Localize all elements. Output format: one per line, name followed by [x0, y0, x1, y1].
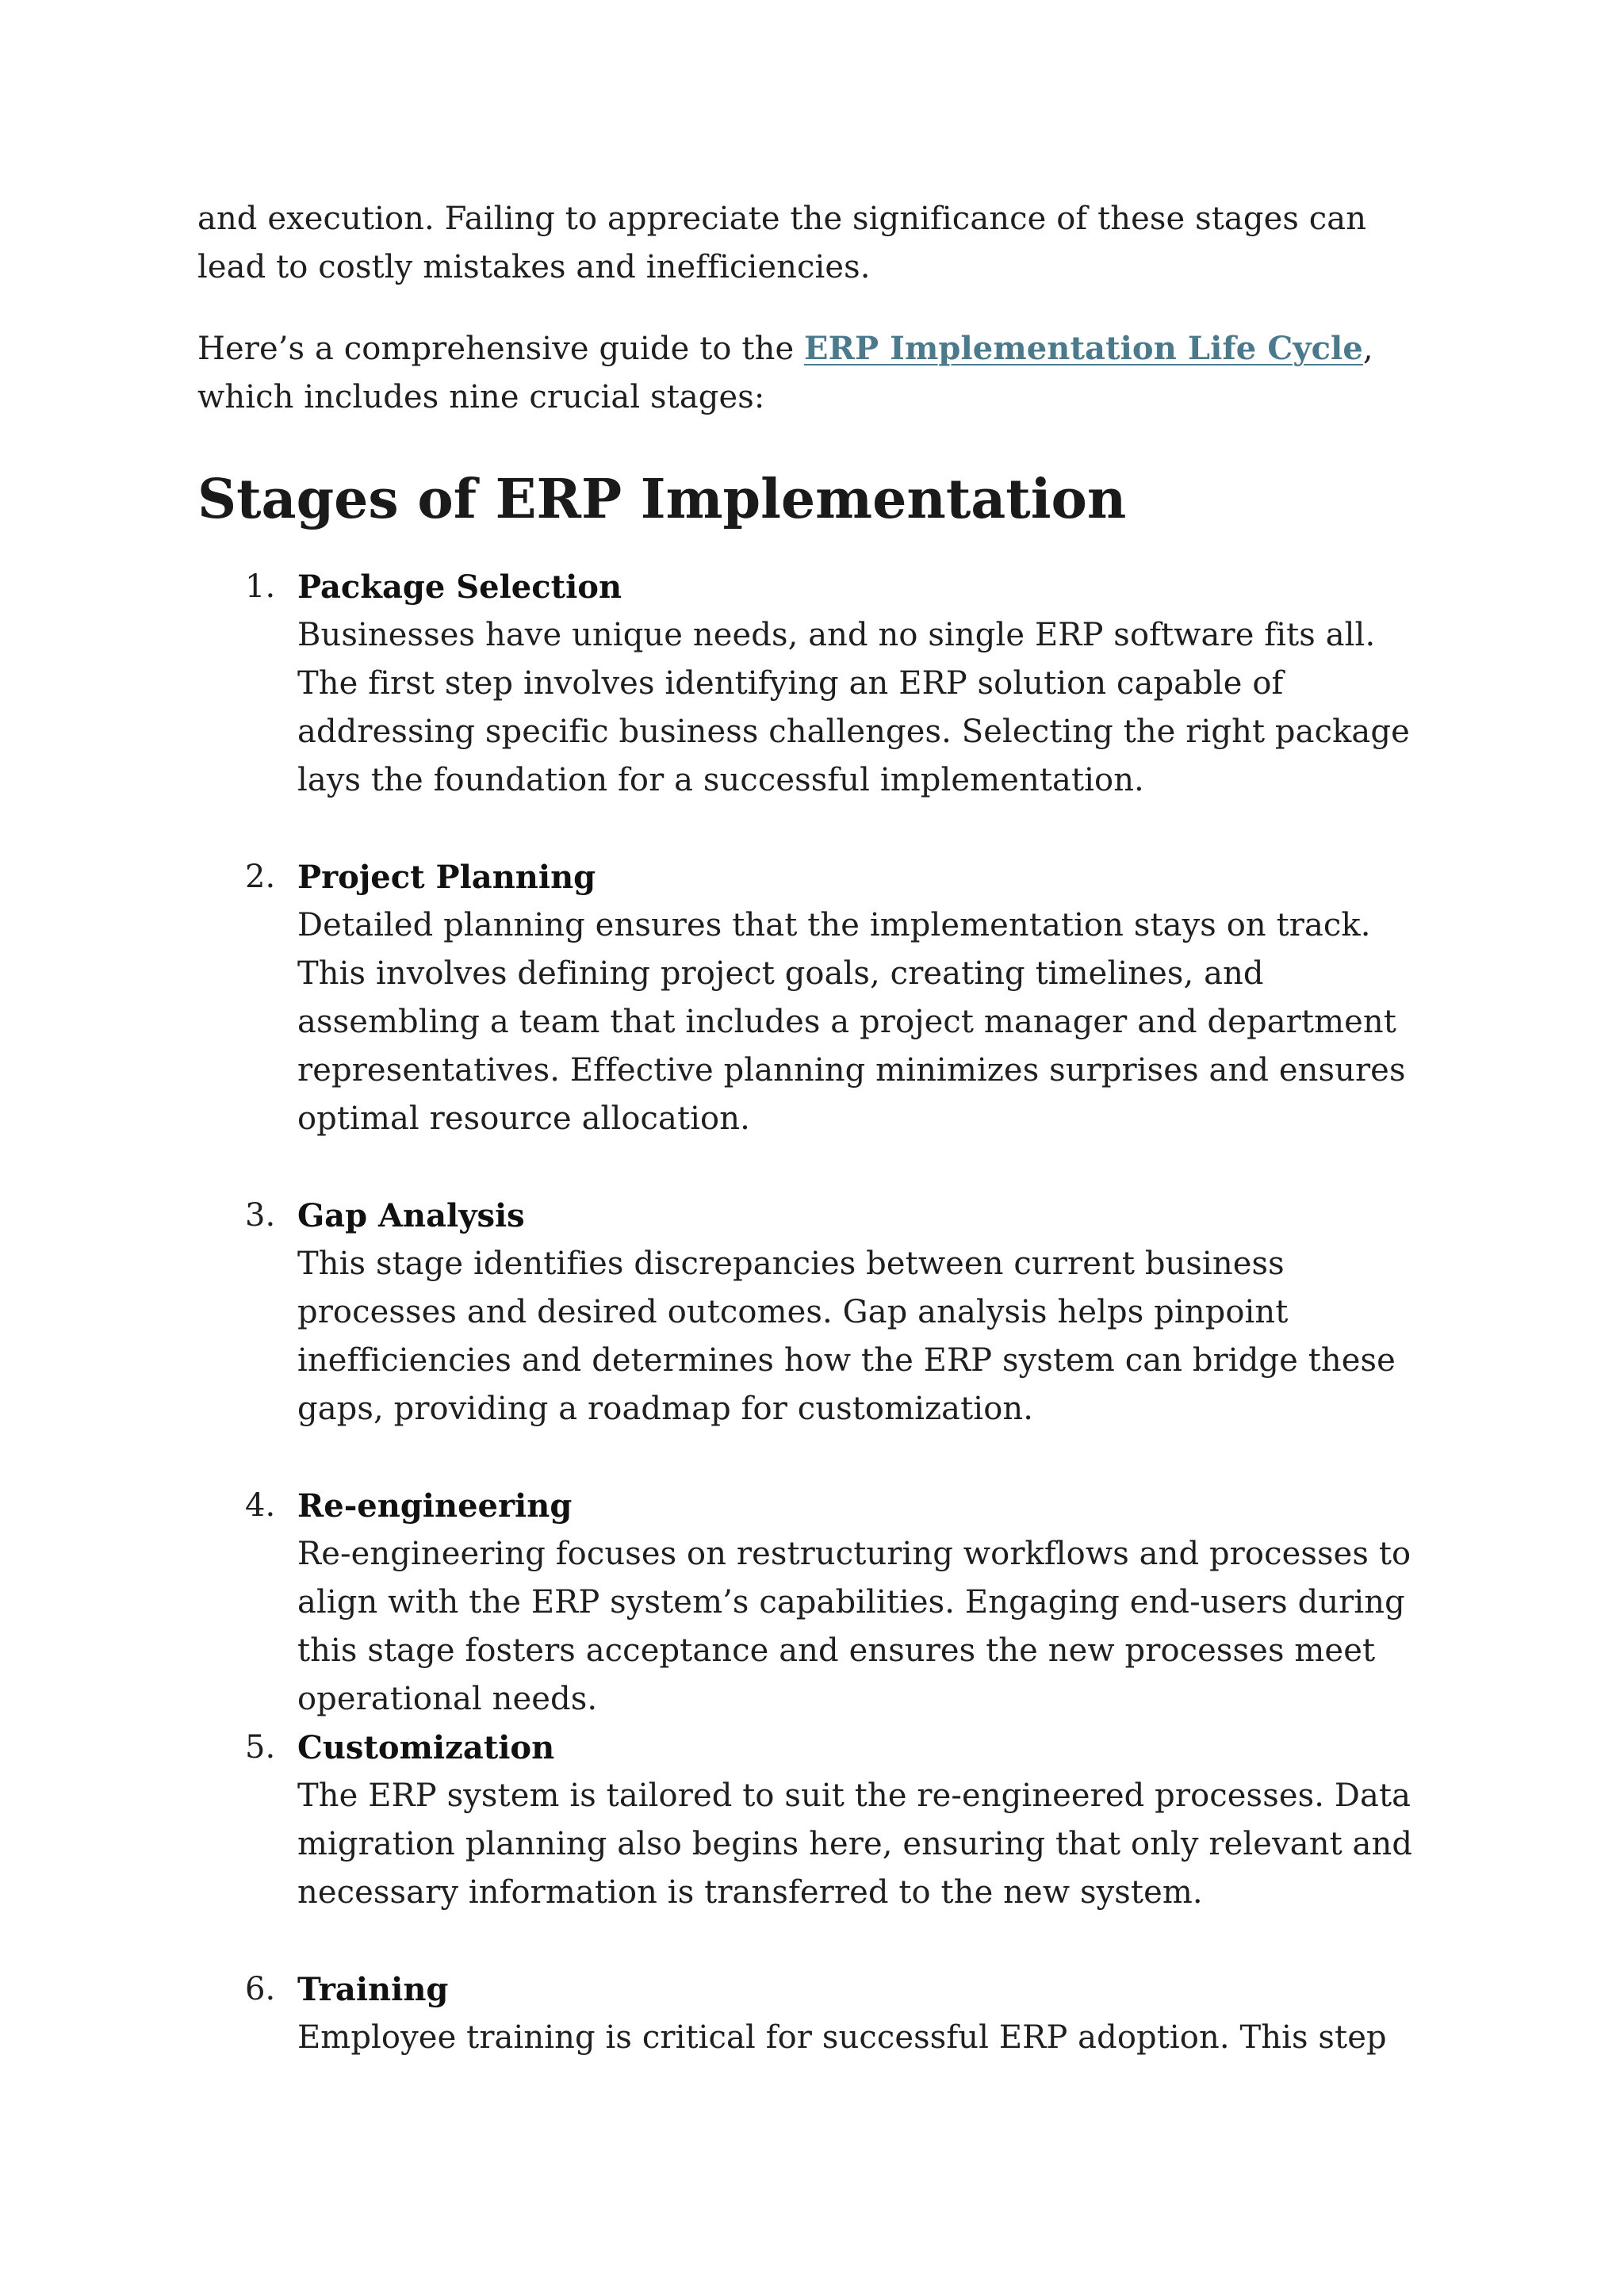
stages-list [197, 563, 1434, 2062]
list-number: 3. [245, 1197, 276, 1234]
list-item-re-engineering [197, 1482, 1434, 1724]
stage-description: Re-engineering focuses on restructuring workflows and processes to align with the ERP system’s capabilities. Engaging end-users during this stage fosters acceptance and ensures the new processes meet operational needs. [297, 1536, 1411, 1717]
erp-life-cycle-link[interactable]: ERP Implementation Life Cycle [804, 330, 1363, 367]
document-page [197, 195, 1434, 2062]
intro-text: and execution. Failing to appreciate the significance of these stages can lead to costly mistakes and inefficiencies. [197, 201, 1367, 285]
section-heading: Stages of ERP Implementation [197, 468, 1127, 531]
stage-description: This stage identifies discrepancies between current business processes and desired outcomes. Gap analysis helps pinpoint inefficiencies and determines how the ERP system can bridge these gaps, providing a roadmap for customization. [297, 1246, 1396, 1427]
stage-description: The ERP system is tailored to suit the re-engineered processes. Data migration planning also begins here, ensuring that only relevant and necessary information is transferred to the new system. [297, 1777, 1413, 1911]
list-item-customization [197, 1724, 1434, 1917]
stage-description: Employee training is critical for successful ERP adoption. This step [297, 2019, 1387, 2056]
stage-title: Customization [297, 1729, 555, 1766]
list-item-gap-analysis [197, 1192, 1434, 1433]
guide-paragraph [197, 324, 1434, 422]
list-number: 5. [245, 1729, 276, 1766]
list-number: 2. [245, 859, 276, 895]
stage-description: Detailed planning ensures that the implementation stays on track. This involves defining project goals, creating timelines, and assembling a team that includes a project manager and department representatives. Effective planning minimizes surprises and ensures optimal resource allocation. [297, 907, 1406, 1137]
list-item-training [197, 1965, 1434, 2062]
stage-title: Package Selection [297, 568, 622, 606]
list-item-project-planning [197, 853, 1434, 1143]
stage-title: Gap Analysis [297, 1197, 525, 1234]
stage-title: Project Planning [297, 859, 596, 896]
intro-paragraph [197, 195, 1434, 292]
stage-title: Re-engineering [297, 1487, 573, 1525]
list-number: 1. [245, 568, 276, 605]
stage-description: Businesses have unique needs, and no single ERP software fits all. The first step involves identifying an ERP solution capable of addressing specific business challenges. Selecting the right package lays the foundation for a successful implementation. [297, 617, 1410, 798]
stage-title: Training [297, 1971, 449, 2008]
list-number: 4. [245, 1487, 276, 1524]
list-number: 6. [245, 1971, 276, 2007]
list-item-package-selection [197, 563, 1434, 805]
guide-text-before: Here’s a comprehensive guide to the [197, 331, 805, 367]
guide-text-after: , which includes nine crucial stages: [197, 331, 1373, 415]
